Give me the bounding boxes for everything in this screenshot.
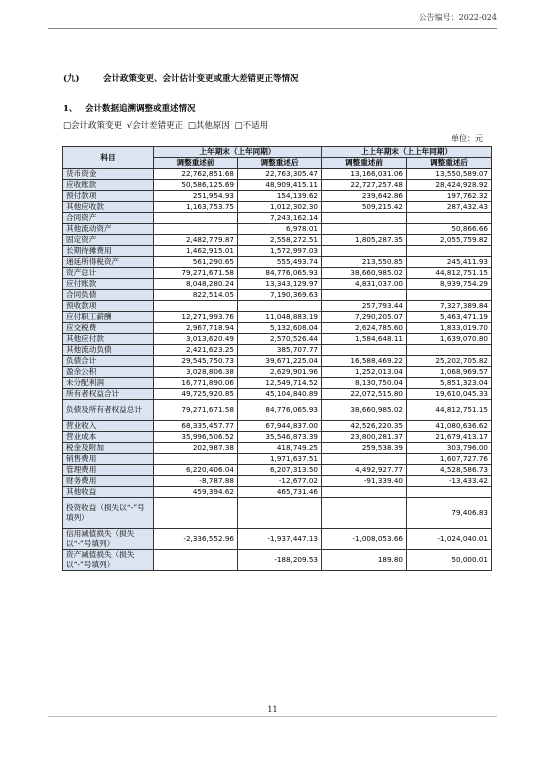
column-header-before: 调整重述前: [154, 158, 238, 169]
row-value: -188,209.53: [238, 550, 322, 571]
row-value: 385,707.77: [238, 345, 322, 356]
row-value: 2,624,785.60: [322, 323, 407, 334]
table-row: [63, 356, 492, 367]
row-label: 税金及附加: [63, 443, 154, 454]
row-value: 822,514.05: [154, 290, 238, 301]
row-value: 1,068,969.57: [407, 367, 492, 378]
table-row: [63, 389, 492, 400]
row-label: 未分配利润: [63, 378, 154, 389]
column-group-two-years-prior: 上上年期末（上上年同期）: [322, 147, 492, 158]
row-value: 12,271,993.76: [154, 312, 238, 323]
row-label: 销售费用: [63, 454, 154, 465]
table-row: [63, 443, 492, 454]
table-row: [63, 191, 492, 202]
table-row: [63, 476, 492, 487]
row-value: 459,394.62: [154, 487, 238, 498]
row-value: [322, 345, 407, 356]
row-value: 21,679,413.17: [407, 432, 492, 443]
row-value: 465,731.46: [238, 487, 322, 498]
row-label: 应收账款: [63, 180, 154, 191]
row-value: [322, 498, 407, 529]
row-value: [322, 224, 407, 235]
row-label: 所有者权益合计: [63, 389, 154, 400]
table-row: [63, 421, 492, 432]
row-value: 259,538.39: [322, 443, 407, 454]
row-value: 29,545,750.73: [154, 356, 238, 367]
row-value: [154, 224, 238, 235]
row-value: [154, 454, 238, 465]
row-label: 盈余公积: [63, 367, 154, 378]
table-row: [63, 498, 492, 529]
option-other-reason: [188, 121, 230, 131]
table-row: [63, 268, 492, 279]
row-label: 合同资产: [63, 213, 154, 224]
row-value: 39,671,225.04: [238, 356, 322, 367]
row-value: 1,163,753.75: [154, 202, 238, 213]
row-value: 6,207,313.50: [238, 465, 322, 476]
row-value: 189.80: [322, 550, 407, 571]
row-value: [322, 487, 407, 498]
row-label: 财务费用: [63, 476, 154, 487]
row-label: 其他收益: [63, 487, 154, 498]
subsection-title: 会计数据追溯调整或重述情况: [85, 104, 196, 114]
column-header-after: 调整重述后: [238, 158, 322, 169]
row-value: -13,433.42: [407, 476, 492, 487]
row-value: 561,290.65: [154, 257, 238, 268]
table-row: [63, 487, 492, 498]
table-row: [63, 432, 492, 443]
table-row: [63, 279, 492, 290]
row-value: 16,771,890.06: [154, 378, 238, 389]
row-value: 8,939,754.29: [407, 279, 492, 290]
row-value: -8,787.88: [154, 476, 238, 487]
row-value: 1,012,302.30: [238, 202, 322, 213]
row-value: 4,492,927.77: [322, 465, 407, 476]
row-value: 84,776,065.93: [238, 268, 322, 279]
row-value: 4,831,037.00: [322, 279, 407, 290]
row-value: 44,812,751.15: [407, 400, 492, 421]
row-label: 预付款项: [63, 191, 154, 202]
row-value: [407, 213, 492, 224]
table-row: [63, 213, 492, 224]
row-value: 5,463,471.19: [407, 312, 492, 323]
row-value: 38,660,985.02: [322, 268, 407, 279]
row-value: 239,642.86: [322, 191, 407, 202]
row-value: 251,954.93: [154, 191, 238, 202]
row-value: 2,482,779.87: [154, 235, 238, 246]
row-value: 22,762,851.68: [154, 169, 238, 180]
row-value: 1,833,019.70: [407, 323, 492, 334]
row-value: 6,220,406.04: [154, 465, 238, 476]
footer-divider: [48, 716, 497, 717]
row-label: 固定资产: [63, 235, 154, 246]
row-value: 202,987.38: [154, 443, 238, 454]
row-value: 23,800,281.37: [322, 432, 407, 443]
row-value: 19,610,045.33: [407, 389, 492, 400]
row-value: 2,055,759.82: [407, 235, 492, 246]
row-value: 50,000.01: [407, 550, 492, 571]
option-mark: □: [234, 121, 243, 131]
section-heading: [63, 72, 299, 84]
row-value: 1,462,915.01: [154, 246, 238, 257]
row-value: 22,763,305.47: [238, 169, 322, 180]
row-value: 79,271,671.58: [154, 268, 238, 279]
row-value: 4,528,586.73: [407, 465, 492, 476]
table-row: [63, 235, 492, 246]
row-value: 35,996,506.52: [154, 432, 238, 443]
row-label: 其他流动负债: [63, 345, 154, 356]
row-value: 5,132,608.04: [238, 323, 322, 334]
option-mark: □: [187, 121, 196, 131]
row-value: 7,243,162.14: [238, 213, 322, 224]
option-error-correction: [127, 121, 183, 131]
row-value: 3,028,806.38: [154, 367, 238, 378]
row-label: 货币资金: [63, 169, 154, 180]
column-header-before: 调整重述前: [322, 158, 407, 169]
row-value: -1,024,040.01: [407, 529, 492, 550]
row-value: 13,166,031.06: [322, 169, 407, 180]
row-value: 7,327,389.84: [407, 301, 492, 312]
row-label: 管理费用: [63, 465, 154, 476]
reason-options: [63, 119, 270, 131]
table-row: [63, 345, 492, 356]
table-row: [63, 550, 492, 571]
column-header-item: 科目: [63, 147, 154, 169]
row-label: 其他应收款: [63, 202, 154, 213]
table-row: [63, 400, 492, 421]
table-row: [63, 224, 492, 235]
row-value: 2,421,623.25: [154, 345, 238, 356]
row-value: 8,130,750.04: [322, 378, 407, 389]
option-label: 其他原因: [195, 121, 230, 131]
row-value: 79,406.83: [407, 498, 492, 529]
row-value: 2,629,901.96: [238, 367, 322, 378]
row-label: 营业成本: [63, 432, 154, 443]
row-label: 负债及所有者权益总计: [63, 400, 154, 421]
row-value: 509,215.42: [322, 202, 407, 213]
table-row: [63, 290, 492, 301]
row-value: [238, 498, 322, 529]
header-divider: [48, 28, 497, 29]
option-label: 会计政策变更: [71, 121, 123, 131]
row-value: 1,971,637.51: [238, 454, 322, 465]
row-value: 50,586,125.69: [154, 180, 238, 191]
row-label: 资产减值损失（损失以“-”号填列）: [63, 550, 154, 571]
row-value: 7,290,205.07: [322, 312, 407, 323]
row-value: 50,866.66: [407, 224, 492, 235]
table-row: [63, 465, 492, 476]
row-value: -12,677.02: [238, 476, 322, 487]
row-value: 197,762.32: [407, 191, 492, 202]
row-value: 154,139.62: [238, 191, 322, 202]
option-mark: □: [63, 121, 72, 131]
option-label: 会计差错更正: [132, 121, 184, 131]
subsection-number: 1、: [63, 104, 78, 114]
table-row: [63, 246, 492, 257]
row-value: -1,937,447.13: [238, 529, 322, 550]
row-value: 79,271,671.58: [154, 400, 238, 421]
row-value: 6,978.01: [238, 224, 322, 235]
row-value: 3,013,620.49: [154, 334, 238, 345]
row-label: 资产总计: [63, 268, 154, 279]
row-value: 7,190,369.63: [238, 290, 322, 301]
row-value: 2,967,718.94: [154, 323, 238, 334]
row-value: 8,048,280.24: [154, 279, 238, 290]
row-value: [407, 246, 492, 257]
table-row: [63, 312, 492, 323]
row-value: [322, 454, 407, 465]
table-row: [63, 529, 492, 550]
row-value: 11,048,883.19: [238, 312, 322, 323]
row-value: 67,944,837.00: [238, 421, 322, 432]
row-value: [154, 498, 238, 529]
row-value: 16,588,469.22: [322, 356, 407, 367]
row-value: 49,725,920.85: [154, 389, 238, 400]
subsection-heading: [63, 102, 196, 114]
row-value: 28,424,928.92: [407, 180, 492, 191]
row-value: 1,252,013.04: [322, 367, 407, 378]
row-value: -1,008,053.66: [322, 529, 407, 550]
row-value: [154, 550, 238, 571]
row-value: 1,584,648.11: [322, 334, 407, 345]
row-value: 68,335,457.77: [154, 421, 238, 432]
row-value: 48,909,415.11: [238, 180, 322, 191]
table-row: [63, 323, 492, 334]
row-label: 其他应付款: [63, 334, 154, 345]
row-value: 2,558,272.51: [238, 235, 322, 246]
row-value: [322, 213, 407, 224]
table-row: [63, 367, 492, 378]
option-label: 不适用: [242, 121, 269, 131]
row-value: 213,550.85: [322, 257, 407, 268]
page-number: 11: [267, 705, 278, 714]
column-header-after: 调整重述后: [407, 158, 492, 169]
row-value: 245,411.93: [407, 257, 492, 268]
table-body: [63, 169, 492, 571]
announcement-code: 公告编号：2022-024: [418, 13, 497, 22]
row-value: 35,546,873.39: [238, 432, 322, 443]
table-row: [63, 378, 492, 389]
row-label: 长期待摊费用: [63, 246, 154, 257]
row-label: 合同负债: [63, 290, 154, 301]
row-value: 84,776,065.93: [238, 400, 322, 421]
row-label: 信用减值损失（损失以“-”号填列）: [63, 529, 154, 550]
row-value: [407, 290, 492, 301]
row-value: 44,812,751.15: [407, 268, 492, 279]
row-value: 555,493.74: [238, 257, 322, 268]
table-row: [63, 202, 492, 213]
table-row: [63, 334, 492, 345]
row-value: -91,339.40: [322, 476, 407, 487]
option-mark: √: [126, 121, 133, 131]
row-label: 营业收入: [63, 421, 154, 432]
option-policy-change: [63, 121, 122, 131]
row-value: 22,072,515.80: [322, 389, 407, 400]
row-value: 257,793.44: [322, 301, 407, 312]
row-value: 303,796.00: [407, 443, 492, 454]
row-value: 1,607,727.76: [407, 454, 492, 465]
table-row: [63, 301, 492, 312]
option-not-applicable: [235, 121, 269, 131]
row-value: [154, 213, 238, 224]
row-value: 45,104,840.89: [238, 389, 322, 400]
column-group-prior-year: 上年期末（上年同期）: [154, 147, 322, 158]
row-value: 13,550,589.07: [407, 169, 492, 180]
row-value: 287,432.43: [407, 202, 492, 213]
row-value: [154, 301, 238, 312]
row-value: 2,570,526.44: [238, 334, 322, 345]
row-value: 1,639,070.80: [407, 334, 492, 345]
row-value: [322, 290, 407, 301]
row-label: 投资收益（损失以“-”号填列）: [63, 498, 154, 529]
section-number: (九): [63, 74, 80, 84]
row-label: 其他流动资产: [63, 224, 154, 235]
row-value: 13,343,129.97: [238, 279, 322, 290]
row-value: 12,549,714.52: [238, 378, 322, 389]
table-row: [63, 169, 492, 180]
row-label: 负债合计: [63, 356, 154, 367]
row-value: 25,202,705.82: [407, 356, 492, 367]
row-value: [322, 246, 407, 257]
row-value: 1,805,287.35: [322, 235, 407, 246]
unit-label: 单位：元: [451, 134, 483, 143]
row-label: 应付职工薪酬: [63, 312, 154, 323]
section-title: 会计政策变更、会计估计变更或重大差错更正等情况: [103, 74, 299, 84]
row-value: 38,660,985.02: [322, 400, 407, 421]
row-value: 5,851,323.04: [407, 378, 492, 389]
row-value: [238, 301, 322, 312]
restatement-table: [62, 146, 492, 571]
row-value: [407, 345, 492, 356]
table-row: [63, 180, 492, 191]
row-label: 应付账款: [63, 279, 154, 290]
row-value: 418,749.25: [238, 443, 322, 454]
row-label: 递延所得税资产: [63, 257, 154, 268]
table-row: [63, 257, 492, 268]
row-label: 应交税费: [63, 323, 154, 334]
row-value: [407, 487, 492, 498]
row-value: 1,572,997.03: [238, 246, 322, 257]
row-value: 22,727,257.48: [322, 180, 407, 191]
row-value: -2,336,552.96: [154, 529, 238, 550]
row-value: 42,526,220.35: [322, 421, 407, 432]
row-label: 预收款项: [63, 301, 154, 312]
row-value: 41,080,636.62: [407, 421, 492, 432]
table-row: [63, 454, 492, 465]
